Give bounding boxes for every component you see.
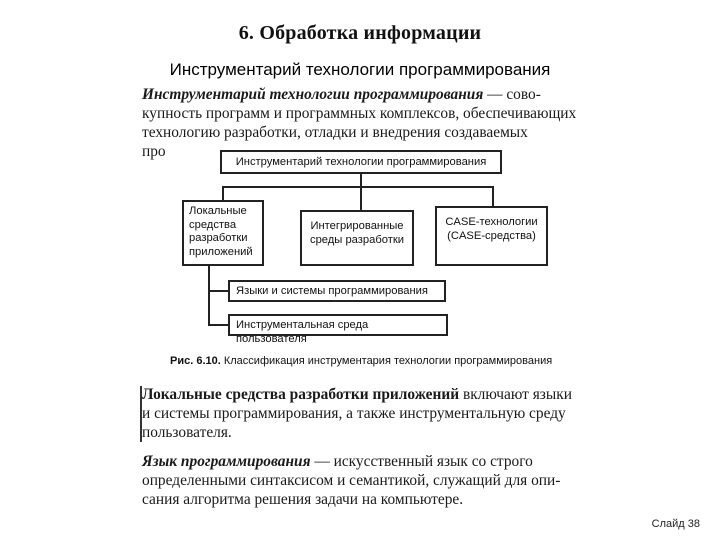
slide-subtitle: Инструментарий технологии программирования [169,60,551,79]
local-tools-line-3: пользователя. [142,424,232,441]
local-tools-line-1 [142,385,602,404]
slide-number: Слайд 38 [651,518,700,530]
language-definition-paragraph [142,452,592,509]
diagram-integrated-box: Интегрированные среды разработки [300,210,414,266]
local-tools-paragraph [142,385,602,442]
language-def-line-2: определенными синтаксисом и семантикой, служащий для опи- [142,472,561,489]
connector-to-languages [208,290,228,292]
language-def-line1-rest: — искусственный язык со строго [310,453,533,470]
language-term: Язык программирования [142,453,311,470]
connector-to-integrated [360,186,362,210]
figure-caption-text: Классификация инструментария технологии программирования [220,355,553,367]
connector-to-user-env [208,324,228,326]
diagram-case-box: CASE-технологии (CASE-средства) [435,206,548,266]
diagram-root-box: Инструментарий технологии программирования [220,150,502,174]
figure-caption [170,355,590,367]
local-tools-line1-rest: включают языки [459,386,572,403]
connector-root-down [360,174,362,186]
local-tools-line-2: и системы программирования, а также инструментальную среду [142,405,566,422]
definition-line-2: купность программ и программных комплексов, обеспечивающих [142,105,577,122]
connector-to-case [492,186,494,206]
language-def-line-1 [142,452,592,471]
connector-to-local [222,186,224,200]
definition-line-3: технологию разработки, отладки и внедрения создаваемых [142,124,528,141]
figure-caption-label: Рис. 6.10. [170,355,221,367]
definition-line-4: про [142,143,166,160]
language-def-line-3: сания алгоритма решения задачи на компьютере. [142,491,464,508]
diagram-languages-box: Языки и системы программирования [228,280,446,302]
diagram-user-env-box: Инструментальная среда пользователя [228,314,448,336]
classification-diagram [170,140,560,350]
page-title: 6. Обработка информации [238,22,482,44]
diagram-local-box: Локальные средства разработки приложений [182,200,264,266]
local-tools-bold: Локальные средства разработки приложений [142,386,460,403]
definition-line-1 [142,85,612,104]
connector-local-down [208,266,210,326]
definition-line1-rest: — сово- [483,86,541,103]
definition-term: Инструментарий технологии программирования [142,86,484,103]
connector-horizontal [222,186,494,188]
